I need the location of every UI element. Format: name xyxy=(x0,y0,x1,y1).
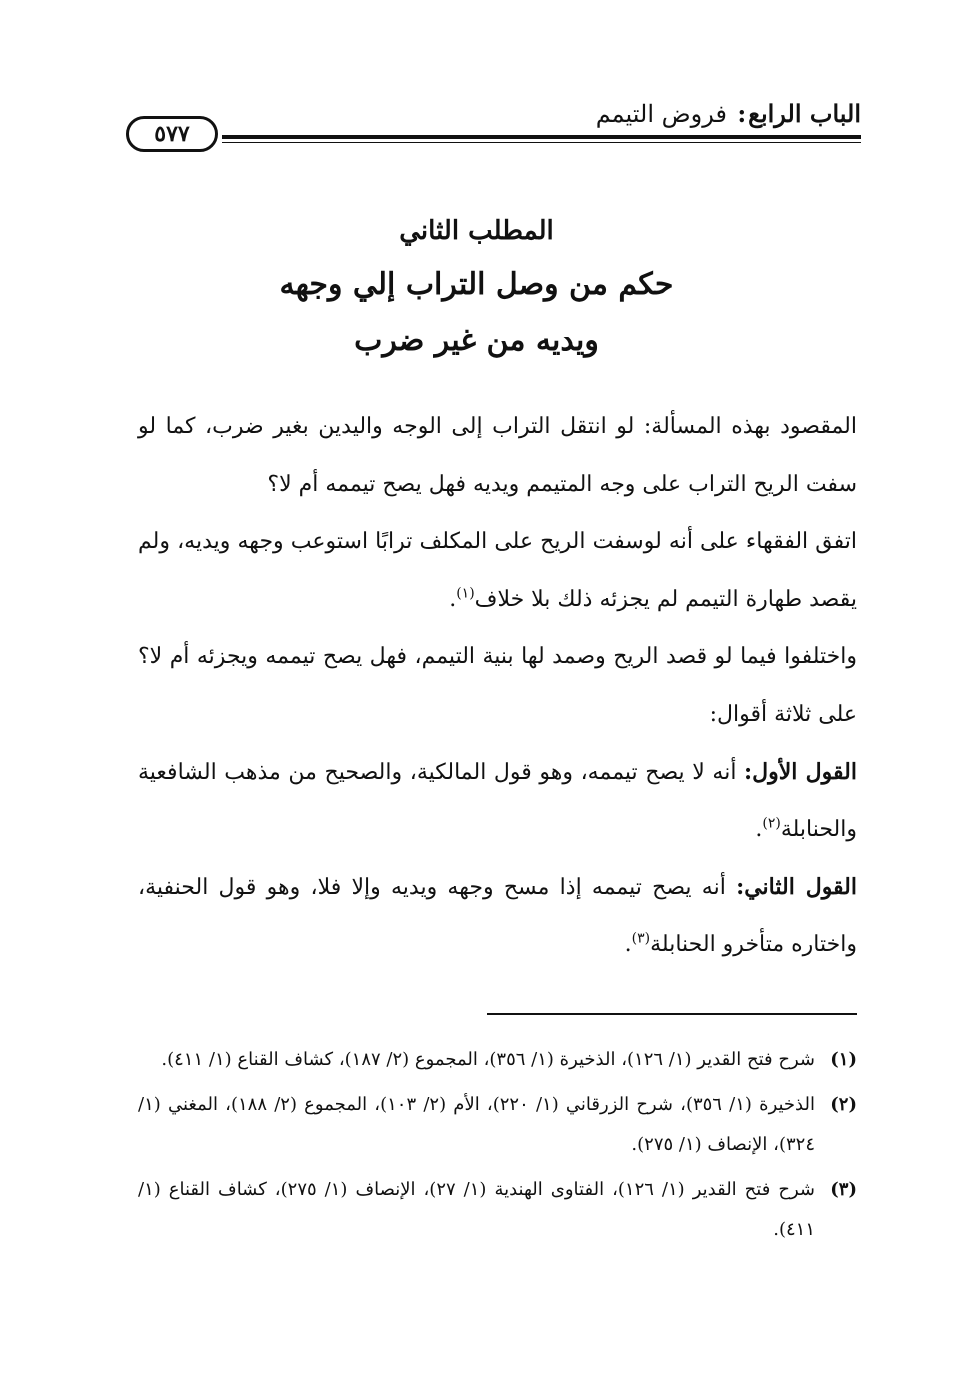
first-opinion-label: القول الأول xyxy=(752,758,857,785)
footnote-ref-2[interactable]: (٢) xyxy=(762,815,781,832)
section-heading xyxy=(0,205,953,369)
paragraph-question-text: المقصود بهذه المسألة: لو انتقل التراب إلى الوجه واليدين بغير ضرب، كما لو سفت الريح التراب على وجه المتيمم ويديه فهل يصح تيممه أم لا؟ xyxy=(138,414,857,497)
paragraph-first-opinion xyxy=(138,744,857,859)
section-subtitle: المطلب الثاني xyxy=(399,216,554,246)
paragraph-agreement xyxy=(138,513,857,628)
footnote-separator xyxy=(487,1013,857,1015)
second-opinion-colon: : xyxy=(736,873,745,900)
paragraph-second-opinion xyxy=(138,859,857,974)
second-opinion-end: . xyxy=(624,932,632,958)
footnote-item xyxy=(138,1040,857,1080)
running-header xyxy=(126,96,861,158)
page-number xyxy=(126,116,218,152)
footnote-item xyxy=(138,1170,857,1250)
header-rule-thin xyxy=(222,142,861,143)
section-title-line-1: حكم من وصل التراب إلي وجهه xyxy=(279,267,674,302)
body-text xyxy=(138,398,857,974)
footnote-text: الذخيرة (١/ ٣٥٦)، شرح الزرقاني (١/ ٢٢٠)، الأم (٢/ ١٠٣)، المجموع (٢/ ١٨٨)، المغني (١/ ٣٢٤)، الإنصاف (١/ ٢٧٥). xyxy=(138,1094,815,1155)
second-opinion-text: أنه يصح تيممه إذا مسح وجهه ويديه وإلا فلا، وهو قول الحنفية، واختاره متأخرو الحنابلة xyxy=(138,874,857,958)
chapter-title: الباب الرابع xyxy=(748,99,861,128)
paragraph-question xyxy=(138,398,857,513)
paragraph-disagreement-text: واختلفوا فيما لو قصد الريح وصمد لها بنية التيمم، فهل يصح تيممه ويجزئه أم لا؟ على ثلاثة أقوال: xyxy=(138,644,857,727)
footnote-text: شرح فتح القدير (١/ ١٢٦)، الذخيرة (١/ ٣٥٦)، المجموع (٢/ ١٨٧)، كشاف القناع (١/ ٤١١). xyxy=(161,1049,815,1070)
first-opinion-colon: : xyxy=(744,758,753,785)
footnote-number: (٢) xyxy=(830,1094,857,1115)
running-title xyxy=(596,96,861,132)
first-opinion-end: . xyxy=(755,817,763,843)
footnotes xyxy=(138,1040,857,1255)
footnote-text: شرح فتح القدير (١/ ١٢٦)، الفتاوى الهندية (١/ ٢٧)، الإنصاف (١/ ٢٧٥)، كشاف القناع (١/ ٤١١). xyxy=(138,1179,815,1240)
paragraph-disagreement xyxy=(138,628,857,743)
paragraph-agreement-end: . xyxy=(449,586,457,612)
header-separator: : xyxy=(737,99,747,128)
footnote-number: (١) xyxy=(830,1049,857,1070)
footnote-number: (٣) xyxy=(830,1179,857,1200)
header-rule xyxy=(222,135,861,139)
footnote-ref-1[interactable]: (١) xyxy=(456,585,475,602)
footnote-ref-3[interactable]: (٣) xyxy=(631,931,651,948)
chapter-topic: فروض التيمم xyxy=(595,100,727,128)
first-opinion-text: أنه لا يصح تيممه، وهو قول المالكية، والصحيح من مذهب الشافعية والحنابلة xyxy=(138,759,857,843)
second-opinion-label: القول الثاني xyxy=(744,873,857,900)
section-title-line-2: ويديه من غير ضرب xyxy=(354,323,599,358)
paragraph-agreement-text: اتفق الفقهاء على أنه لوسفت الريح على المكلف ترابًا استوعب وجهه ويديه، ولم يقصد طهارة التيمم لم يجزئه ذلك بلا خلاف xyxy=(138,529,857,612)
footnote-item xyxy=(138,1085,857,1165)
page-number-text: ٥٧٧ xyxy=(154,121,190,147)
